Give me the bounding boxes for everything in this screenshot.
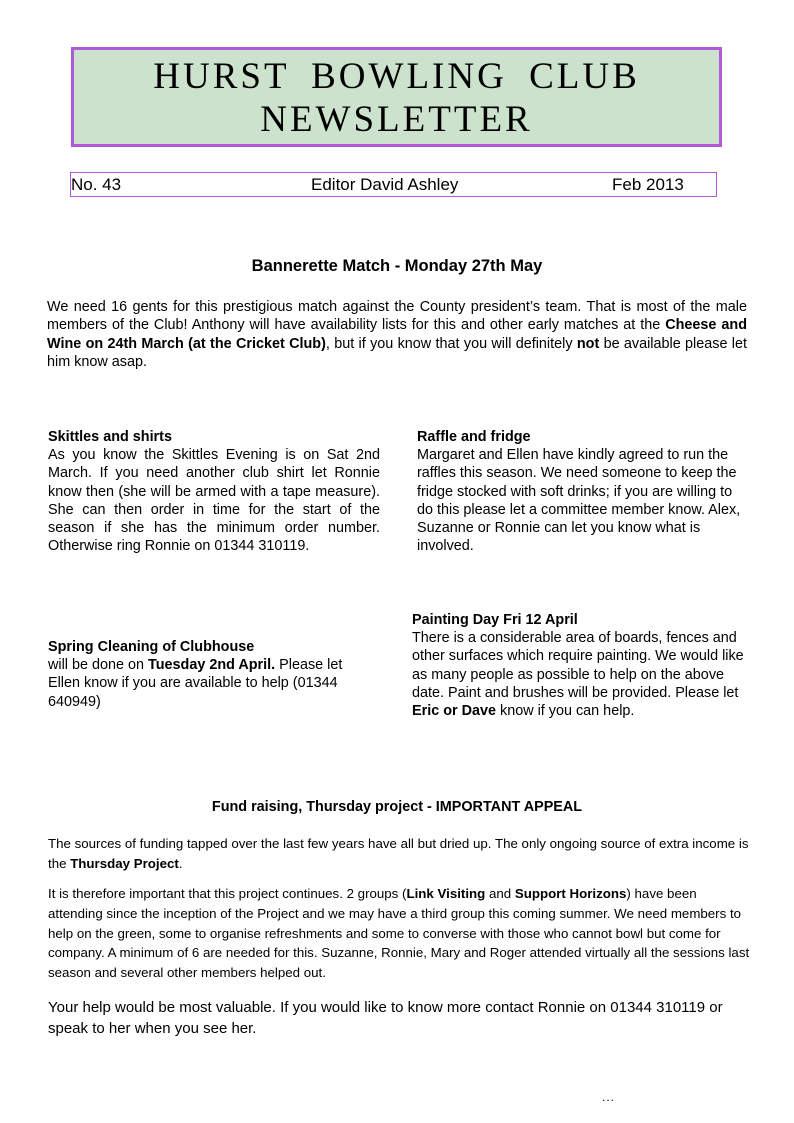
bannerette-text-2: , but if you know that you will definitely: [325, 335, 577, 352]
painting-text-2: know if you can help.: [496, 703, 635, 720]
issue-date: Feb 2013: [612, 175, 684, 194]
issue-info-bar: [70, 172, 717, 197]
page-continuation-dots: ...: [602, 1090, 616, 1104]
fundraising-para-2: [48, 884, 753, 983]
painting-heading: Painting Day Fri 12 April: [412, 612, 578, 628]
painting-body: [412, 629, 746, 720]
fundraising-p2-text-1: It is therefore important that this project continues. 2 groups (: [48, 886, 407, 901]
editor-name: Editor David Ashley: [311, 175, 459, 194]
fundraising-p1-text: The sources of funding tapped over the last few years have all but dried up. The only ongoing source of extra income is the: [48, 836, 749, 871]
support-horizons-bold: Support Horizons: [514, 886, 627, 901]
issue-number: No. 43: [71, 175, 122, 194]
fundraising-para-3: Your help would be most valuable. If you would like to know more contact Ronnie on 01344 310119 or speak to her when you see her.: [48, 999, 723, 1037]
spring-date-bold: Tuesday 2nd April.: [148, 657, 276, 673]
skittles-heading: Skittles and shirts: [48, 429, 172, 445]
spring-cleaning-heading: Spring Cleaning of Clubhouse: [48, 639, 255, 655]
fundraising-p1-end: .: [178, 855, 183, 871]
newsletter-title-line2: NEWSLETTER: [260, 99, 533, 140]
bannerette-event-bold: Cheese and Wine on 24th March (at the Cricket Club): [47, 317, 747, 352]
spring-text-2: Please let Ellen know if you are available to help (01344 640949): [48, 657, 343, 710]
link-visiting-bold: Link Visiting: [406, 886, 486, 901]
thursday-project-bold: Thursday Project: [70, 855, 179, 871]
masthead: [71, 47, 722, 147]
raffle-body: Margaret and Ellen have kindly agreed to run the raffles this season. We need someone to keep the fridge stocked with soft drinks; if you are willing to do this please let a committee member know. Alex, Suzanne or Ronnie can let you know what is involved.: [417, 447, 741, 555]
fundraising-p2-text-2: and: [485, 886, 515, 901]
fundraising-heading: Fund raising, Thursday project - IMPORTANT APPEAL: [211, 799, 583, 815]
fundraising-para-1: [48, 834, 753, 874]
bannerette-text-3: be available please let him know asap.: [47, 335, 747, 370]
bannerette-not-bold: not: [576, 335, 600, 352]
fundraising-p2-text-3: ) have been attending since the inception of the Project and we may have a third group this coming summer. We need members to help on the green, some to organise refreshments and some to converse with those who cannot bowl but come for company. A minimum of 6 are needed for this. Suzanne, Ronnie, Mary and Roger attended virtually all the sessions last season and several other members helped out.: [48, 886, 750, 981]
bannerette-body: [47, 298, 747, 371]
bannerette-text-1: We need 16 gents for this prestigious match against the County president’s team. That is most of the male members of the Club! Anthony will have availability lists for this and other early matches at the: [47, 299, 747, 334]
raffle-heading: Raffle and fridge: [417, 429, 531, 445]
painting-contacts-bold: Eric or Dave: [412, 703, 496, 720]
skittles-body: As you know the Skittles Evening is on Sat 2nd March. If you need another club shirt let Ronnie know then (she will be armed with a tape measure). She can then order in time for the start of the season if she has the minimum order number. Otherwise ring Ronnie on 01344 310119.: [48, 447, 380, 555]
bannerette-heading: Bannerette Match - Monday 27th May: [251, 257, 543, 275]
painting-text-1: There is a considerable area of boards, fences and other surfaces which require painting. We would like as many people as possible to help on the above date. Paint and brushes will be provided. Please let: [412, 630, 744, 701]
spring-text-1: will be done on: [48, 657, 149, 673]
newsletter-title-line1: HURST BOWLING CLUB: [153, 56, 640, 97]
spring-cleaning-body: [48, 656, 366, 711]
